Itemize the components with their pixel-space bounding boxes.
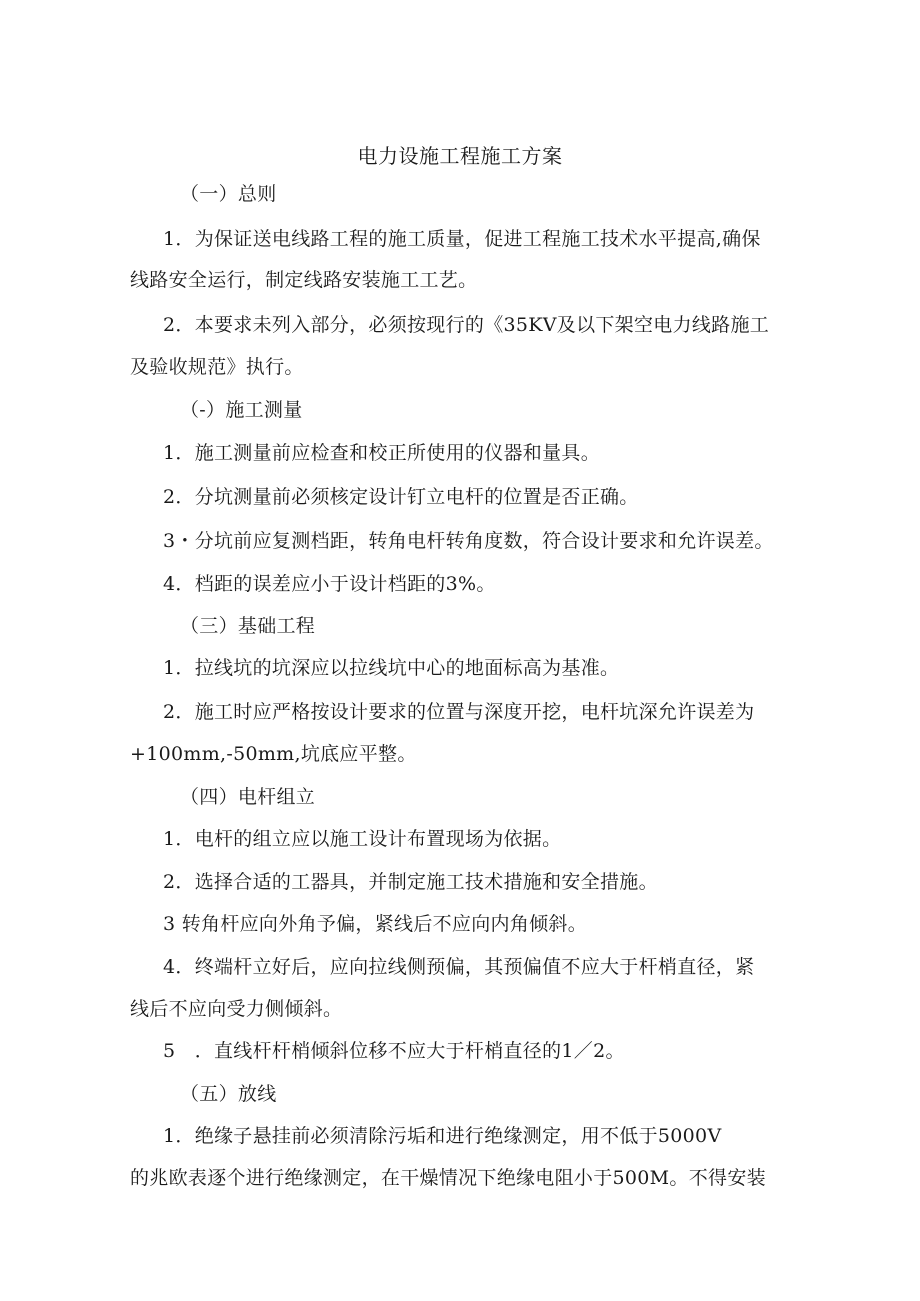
- paragraph-line: 2．选择合适的工器具，并制定施工技术措施和安全措施。: [163, 871, 658, 893]
- paragraph-line: 4．档距的误差应小于设计档距的3%。: [163, 573, 496, 595]
- paragraph-line: 3・分坑前应复测档距，转角电杆转角度数，符合设计要求和允许误差。: [163, 530, 774, 552]
- section-heading-general: （一）总则: [180, 183, 277, 205]
- paragraph-line: 的兆欧表逐个进行绝缘测定，在干燥情况下绝缘电阻小于500M。不得安装: [130, 1167, 766, 1189]
- paragraph-line: 2．施工时应严格按设计要求的位置与深度开挖，电杆坑深允许误差为: [163, 701, 755, 723]
- paragraph-line: 2．分坑测量前必须核定设计钉立电杆的位置是否正确。: [163, 486, 639, 508]
- section-heading-pole-erection: （四）电杆组立: [180, 786, 316, 808]
- paragraph-line: 4．终端杆立好后，应向拉线侧预偏，其预偏值不应大于杆梢直径，紧: [163, 956, 755, 978]
- paragraph-line: 1．为保证送电线路工程的施工质量，促进工程施工技术水平提高,确保: [163, 228, 761, 250]
- paragraph-line: 1．施工测量前应检查和校正所使用的仪器和量具。: [163, 442, 600, 464]
- paragraph-line: 5 ．直线杆杆梢倾斜位移不应大于杆梢直径的1／2。: [163, 1040, 625, 1062]
- paragraph-line: 及验收规范》执行。: [130, 356, 304, 378]
- paragraph-line: 1．绝缘子悬挂前必须清除污垢和进行绝缘测定，用不低于5000V: [163, 1125, 722, 1147]
- paragraph-line: 1．电杆的组立应以施工设计布置现场为依据。: [163, 828, 562, 850]
- paragraph-line: 线后不应向受力侧倾斜。: [130, 998, 343, 1020]
- paragraph-line: 3 转角杆应向外角予偏，紧线后不应向内角倾斜。: [163, 913, 588, 935]
- document-title: 电力设施工程施工方案: [357, 144, 563, 168]
- paragraph-line: +100mm,-50mm,坑底应平整。: [130, 743, 417, 765]
- paragraph-line: 2．本要求未列入部分，必须按现行的《35KV及以下架空电力线路施工: [163, 314, 770, 336]
- section-heading-foundation: （三）基础工程: [180, 615, 316, 637]
- section-heading-stringing: （五）放线: [180, 1083, 277, 1105]
- paragraph-line: 1．拉线坑的坑深应以拉线坑中心的地面标高为基准。: [163, 657, 620, 679]
- section-heading-survey: （-）施工测量: [180, 399, 303, 421]
- paragraph-line: 线路安全运行，制定线路安装施工工艺。: [130, 269, 478, 291]
